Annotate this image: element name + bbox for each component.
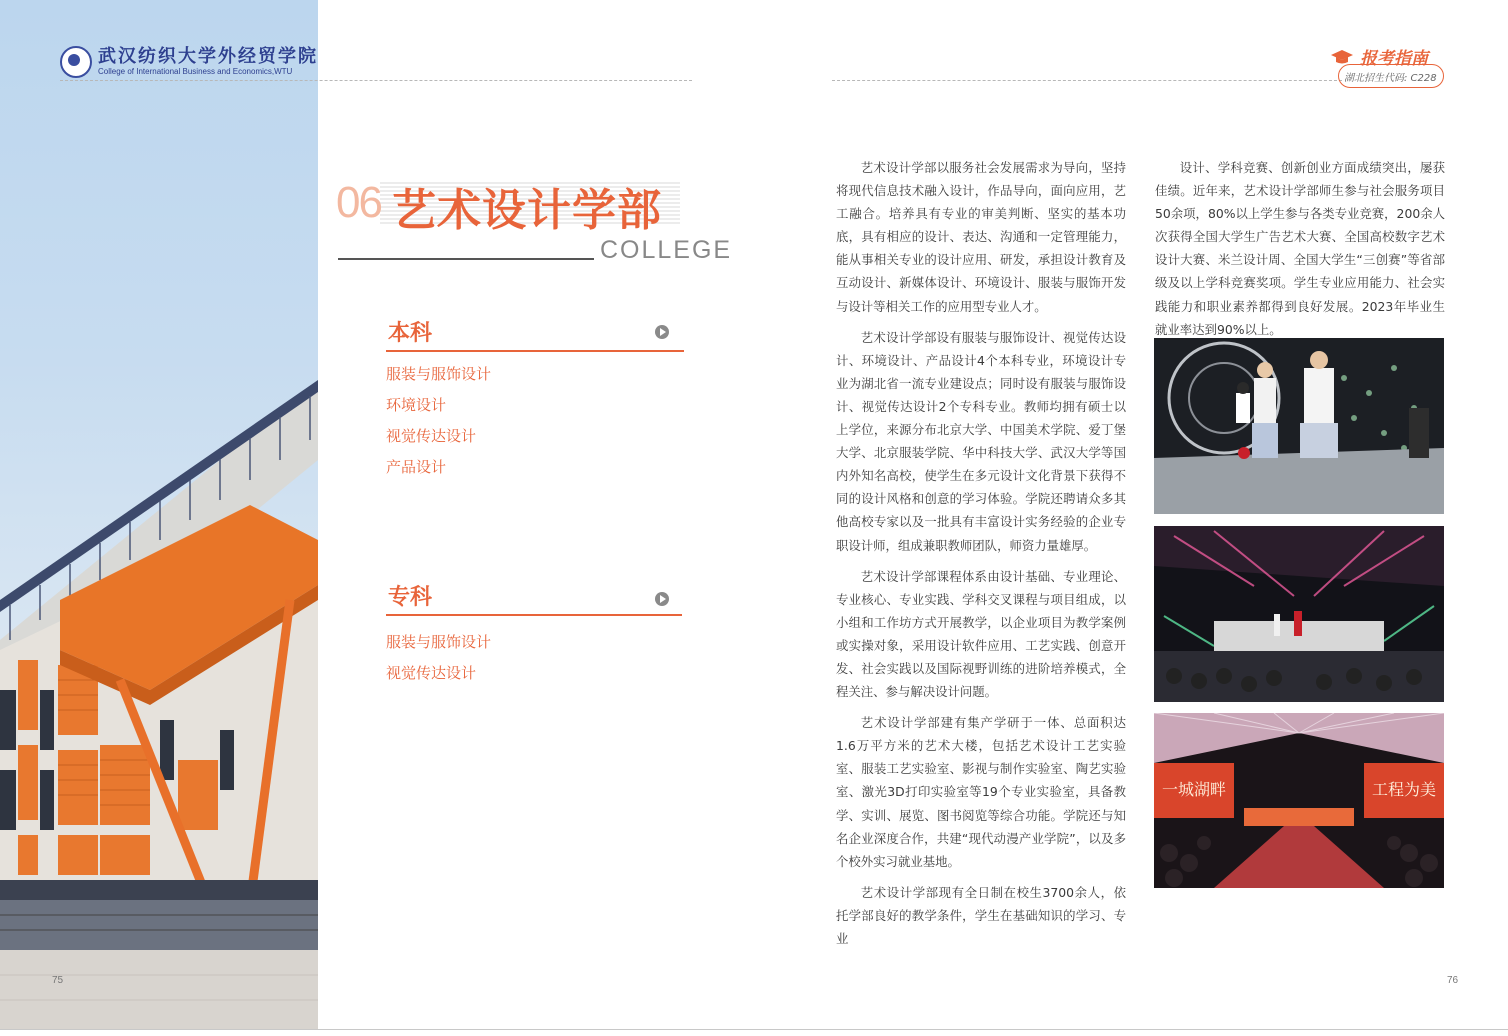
exhibition-hall-photo	[1154, 713, 1444, 888]
program-item[interactable]: 环境设计	[386, 396, 447, 414]
program-item[interactable]: 服装与服饰设计	[386, 633, 492, 651]
admission-guide-badge	[1330, 44, 1440, 88]
enrollment-code: 湖北招生代码: C228	[1344, 73, 1437, 84]
body-column-1	[836, 156, 1126, 958]
stage-banner-left: 一城湖畔	[1161, 780, 1227, 799]
body-paragraph: 艺术设计学部课程体系由设计基础、专业理论、专业核心、专业实践、学科交叉课程与项目组成，以小组和工作坊方式开展教学，以企业项目为教学案例或实操对象，采用设计软件应用、工艺实践、创意开发、社会实践以及国际视野训练的进阶培养模式，全程关注、参与解决设计问题。	[836, 568, 1126, 700]
body-paragraph: 设计、学科竞赛、创新创业方面成绩突出，屡获佳绩。近年来，艺术设计学部师生参与社会服务项目50余项，80%以上学生参与各类专业竞赛，200余人次获得全国大学生广告艺术大赛、全国高校数字艺术设计大赛、米兰设计周、全国大学生“三创赛”等省部级及以上学科竞赛奖项。学生专业应用能力、社会实践能力和职业素养都得到良好发展。2023年毕业生就业率达到90%以上。	[1155, 160, 1445, 337]
page-number-right: 76	[1447, 975, 1459, 986]
stage-event-photo	[1154, 526, 1444, 702]
program-item[interactable]: 产品设计	[386, 458, 447, 476]
page-title: 艺术设计学部	[392, 185, 662, 236]
play-arrow-icon[interactable]	[655, 592, 669, 606]
section-number: 06	[336, 178, 381, 227]
fashion-show-photo	[1154, 338, 1444, 514]
stage-banner-right: 工程为美	[1371, 780, 1437, 799]
body-column-2	[1155, 156, 1445, 349]
logo-english-name: College of International Business and Economics,WTU	[98, 67, 293, 76]
body-paragraph: 艺术设计学部设有服装与服饰设计、视觉传达设计、环境设计、产品设计4个本科专业，环境设计专业为湖北省一流专业建设点；同时设有服装与服饰设计、视觉传达设计2个专科专业。教师均拥有硕士以上学位，来源分布北京大学、中国美术学院、爱丁堡大学、北京服装学院、华中科技大学、武汉大学等国内外知名高校，使学生在多元设计文化背景下获得不同的设计风格和创意的学习体验。学院还聘请众多其他高校专家以及一批具有丰富设计实务经验的企业专职设计师，组成兼职教师团队，师资力量雄厚。	[836, 329, 1126, 553]
body-paragraph: 艺术设计学部建有集产学研于一体、总面积达1.6万平方米的艺术大楼，包括艺术设计工艺实验室、服装工艺实验室、影视与制作实验室、陶艺实验室、激光3D打印实验室等19个专业实验室，具备教学、实训、展览、图书阅览等综合功能。学院还与知名企业深度合作，共建“现代动漫产业学院”，以及多个校外实习就业基地。	[836, 715, 1126, 869]
building-photo	[0, 0, 318, 1030]
logo-chinese-name: 武汉纺织大学外经贸学院	[98, 46, 318, 67]
page-number-left: 75	[52, 975, 64, 986]
program-item[interactable]: 视觉传达设计	[386, 427, 477, 445]
play-arrow-icon[interactable]	[655, 325, 669, 339]
title-subtitle: COLLEGE	[600, 236, 733, 264]
college-seal-icon	[60, 46, 92, 78]
college-logo	[60, 46, 318, 78]
header-dashed-rule-right	[832, 80, 1342, 81]
program-item[interactable]: 服装与服饰设计	[386, 365, 492, 383]
title-underline	[338, 258, 594, 260]
body-paragraph: 艺术设计学部以服务社会发展需求为导向，坚持将现代信息技术融入设计，作品导向，面向应用，艺工融合。培养具有专业的审美判断、坚实的基本功底，具有相应的设计、表达、沟通和一定管理能力，能从事相关专业的设计应用、研发，承担设计教育及互动设计、新媒体设计、环境设计、服装与服饰开发与设计等相关工作的应用型专业人才。	[836, 160, 1126, 314]
body-paragraph: 艺术设计学部现有全日制在校生3700余人，依托学部良好的教学条件，学生在基础知识的学习、专业	[836, 884, 1126, 946]
graduation-cap-icon	[1330, 48, 1356, 66]
program-item[interactable]: 视觉传达设计	[386, 664, 477, 682]
undergraduate-rule	[386, 350, 684, 352]
page-bottom-edge	[0, 1029, 1508, 1030]
header-dashed-rule-left	[60, 80, 692, 81]
undergraduate-heading: 本科	[388, 321, 433, 346]
junior-college-heading: 专科	[388, 585, 433, 610]
junior-college-rule	[386, 614, 682, 616]
guide-title: 报考指南	[1360, 49, 1428, 69]
